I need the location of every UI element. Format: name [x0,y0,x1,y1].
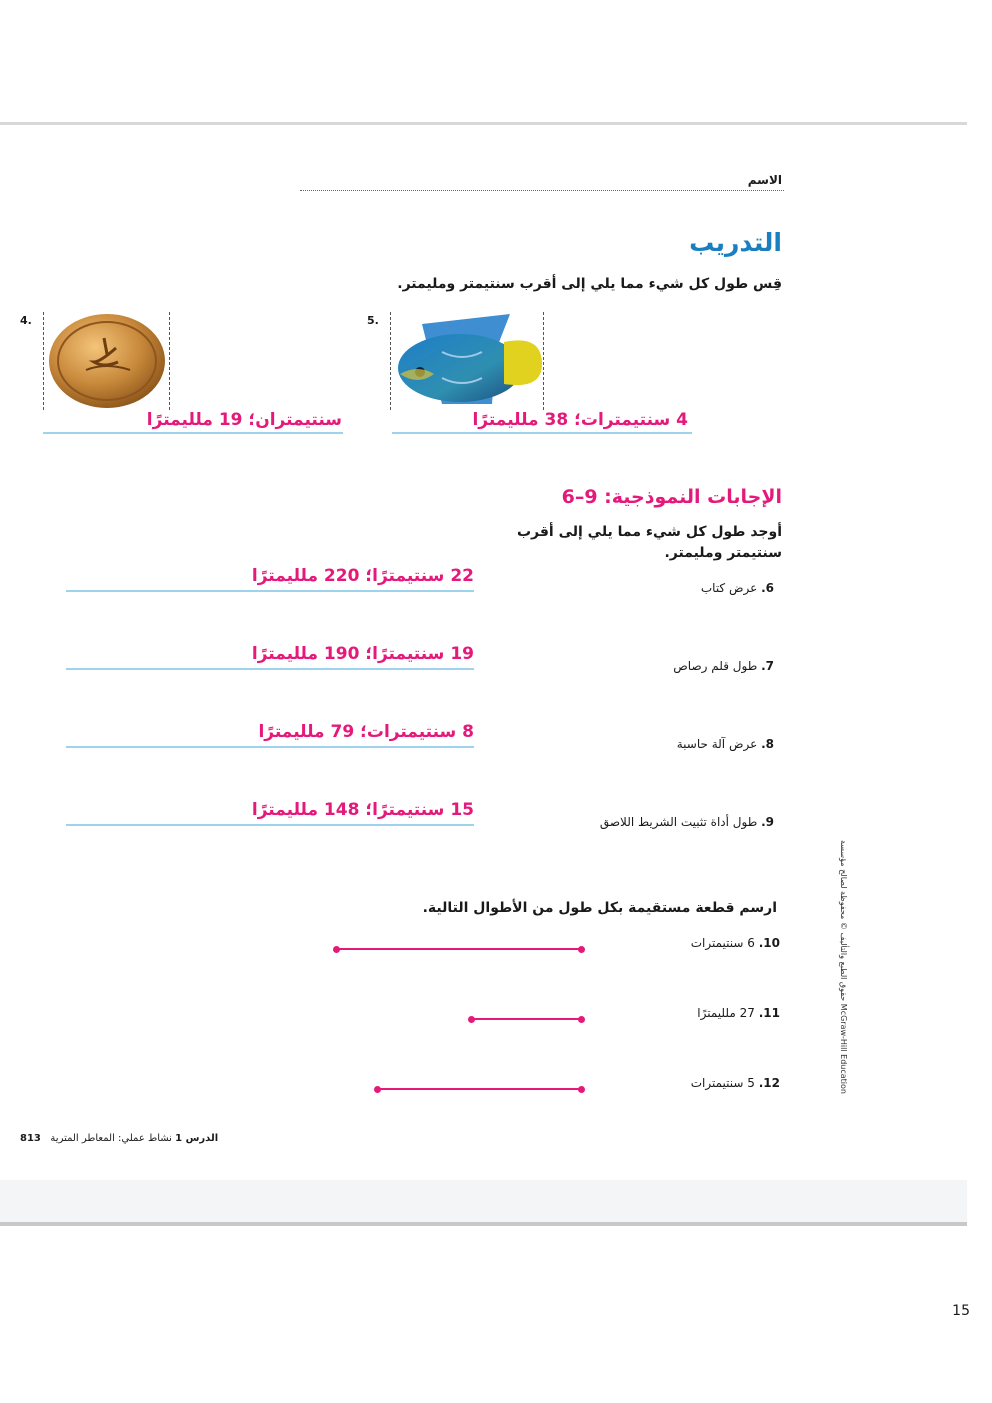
item-label: 27 ملليمترًا [697,1006,755,1020]
section-title-practice: التدريب [689,228,782,257]
item-label: طول قلم رصاص [673,659,758,673]
line-segment [336,946,582,953]
bottom-divider [0,1222,967,1226]
answer-line [66,590,474,592]
answer-text: 8 سنتيمترات؛ 79 ملليمترًا [258,722,474,742]
answer-text: 15 سنتيمترًا؛ 148 ملليمترًا [251,800,474,820]
footer-page-number: 813 [20,1133,41,1144]
model-answers-instruction: أوجد طول كل شيء مما يلي إلى أقرب سنتيمتر ومليمتر. [516,524,782,561]
segment-item [691,1076,780,1090]
item-number: 8. [761,737,774,751]
segment-line [377,1088,582,1090]
segments-instruction: ارسم قطعة مستقيمة بكل طول من الأطوال التالية. [422,900,777,916]
answer-line [66,668,474,670]
line-segment [377,1086,582,1093]
page-number: 15 [952,1303,970,1319]
segment-endpoint [578,1016,585,1023]
question-item [701,581,774,595]
item-label: 5 سنتيمترات [690,1076,755,1090]
question-item [673,659,774,673]
segment-endpoint [578,1086,585,1093]
item-label: 6 سنتيمترات [690,936,755,950]
segment-endpoint [468,1016,475,1023]
item-number: 10. [758,936,780,950]
section-title-model-answers: الإجابات النموذجية: 9–6 [561,486,782,508]
measure-guide-left [390,312,391,410]
answer-text: 4 سنتيمترات؛ 38 ملليمترًا [472,410,688,430]
segment-line [336,948,582,950]
item-number: 4. [20,314,32,327]
top-divider [0,122,967,125]
item-number: 12. [758,1076,780,1090]
item-number: 11. [758,1006,780,1020]
item-number: 9. [761,815,774,829]
segment-line [471,1018,582,1020]
fish-image [392,312,544,412]
segment-endpoint [578,946,585,953]
measure-guide-left [43,312,44,410]
practice-instruction: قِس طول كل شيء مما يلي إلى أقرب سنتيمتر ومليمتر. [397,276,782,292]
line-segment [471,1016,582,1023]
segment-item [697,1006,780,1020]
answer-text: 19 سنتيمترًا؛ 190 ملليمترًا [251,644,474,664]
page-footer [20,1133,218,1144]
answer-line [66,746,474,748]
copyright-text: حقوق الطبع والتأليف © محفوظة لصالح مؤسسة McGraw-Hill Education [839,840,848,1094]
segment-item [691,936,780,950]
question-item [677,737,774,751]
segment-endpoint [374,1086,381,1093]
item-number: 7. [761,659,774,673]
measure-guide-right [169,312,170,410]
item-label: عرض آلة حاسبة [676,737,758,751]
name-line [300,190,784,191]
answer-line [66,824,474,826]
answer-line [392,432,692,434]
item-label: طول أداة تثبيت الشريط اللاصق [599,815,758,829]
footer-lesson-title: نشاط عملي: المعاطر المترية [50,1133,172,1144]
answer-text: 22 سنتيمترًا؛ 220 ملليمترًا [251,566,474,586]
question-item [600,815,774,829]
coin-image [46,312,168,410]
bottom-band [0,1180,967,1222]
answer-line [43,432,343,434]
name-label: الاسم [747,173,782,187]
answer-text: سنتيمتران؛ 19 ملليمترًا [146,410,342,430]
footer-lesson-label: الدرس 1 [175,1133,219,1144]
segment-endpoint [333,946,340,953]
item-number: 6. [761,581,774,595]
item-number: 5. [367,314,379,327]
item-label: عرض كتاب [700,581,758,595]
copyright-sidebar [832,840,848,1094]
